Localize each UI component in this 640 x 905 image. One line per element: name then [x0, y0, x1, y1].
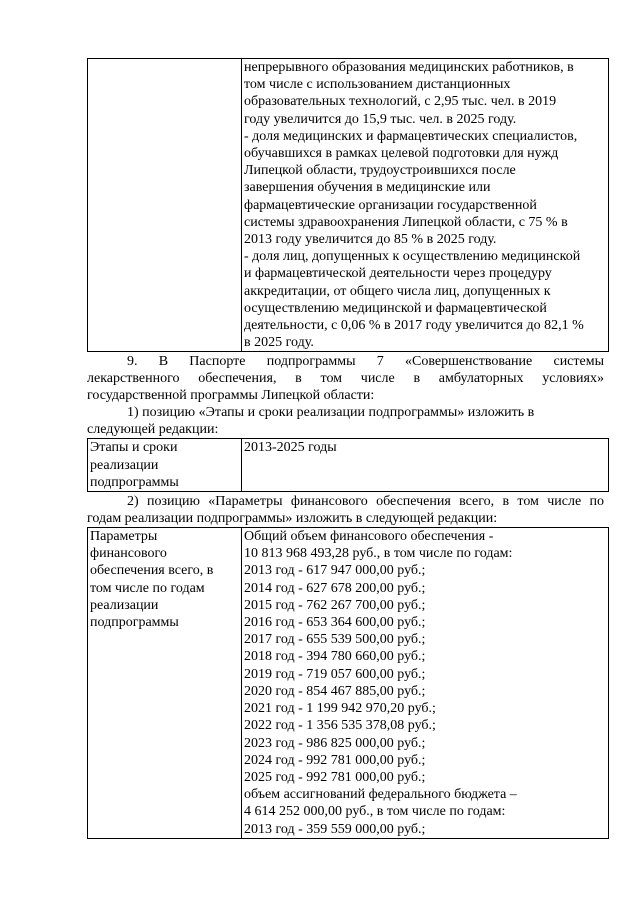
empty-label-cell [88, 59, 242, 352]
label-line: финансового [90, 546, 167, 562]
indicator-text-line: фармацевтические организации государственной [244, 197, 537, 213]
label-line: реализации [90, 597, 159, 613]
stages-value-cell [242, 439, 609, 492]
indicator-text-line: системы здравоохранения Липецкой области, с 75 % в [244, 214, 568, 230]
finance-line: 4 614 252 000,00 руб., в том числе по годам: [244, 804, 506, 820]
finance-line: 2016 год - 653 364 600,00 руб.; [244, 615, 426, 631]
finance-line: 2018 год - 394 780 660,00 руб.; [244, 649, 426, 665]
finance-value-cell [242, 528, 609, 839]
finance-line: 2025 год - 992 781 000,00 руб.; [244, 769, 426, 785]
paragraph-line: следующей редакции: [87, 422, 219, 438]
indicator-text-line: - доля лиц, допущенных к осуществлению медицинской [244, 249, 581, 265]
label-line: реализации [90, 457, 159, 473]
continuation-table [87, 58, 609, 352]
indicator-text-line: непрерывного образования медицинских работников, в [244, 60, 574, 75]
indicator-text-line: образовательных технологий, с 2,95 тыс. чел. в 2019 [244, 94, 557, 110]
finance-line: 2019 год - 719 057 600,00 руб.; [244, 666, 426, 682]
finance-line: 2022 год - 1 356 535 378,08 руб.; [244, 718, 436, 734]
finance-line: 2024 год - 992 781 000,00 руб.; [244, 752, 426, 768]
label-line: том числе по годам [90, 580, 205, 596]
paragraph-line: годам реализации подпрограммы» изложить в следующей редакции: [87, 511, 498, 527]
stages-table [87, 438, 609, 492]
label-line: подпрограммы [90, 474, 179, 490]
stages-value: 2013-2025 годы [244, 440, 337, 456]
indicators-cell [242, 59, 609, 352]
document-page [87, 58, 604, 839]
finance-line: объем ассигнований федерального бюджета – [244, 787, 517, 803]
finance-table [87, 527, 609, 839]
finance-line: 2014 год - 627 678 200,00 руб.; [244, 580, 426, 596]
finance-line: 10 813 968 493,28 руб., в том числе по годам: [244, 546, 513, 562]
label-line: обеспечения всего, в [90, 563, 214, 579]
finance-line: 2015 год - 762 267 700,00 руб.; [244, 597, 426, 613]
indicator-text-line: в 2025 году. [244, 335, 314, 351]
paragraph-9 [87, 353, 604, 404]
indicator-text-line: аккредитации, от общего числа лиц, допущенных к [244, 283, 551, 299]
table-row [88, 528, 609, 839]
finance-line: 2023 год - 986 825 000,00 руб.; [244, 735, 426, 751]
indicator-text-line: обучавшихся в рамках целевой подготовки для нужд [244, 146, 559, 162]
paragraph-line: государственной программы Липецкой области: [87, 388, 375, 404]
finance-line: Общий объем финансового обеспечения - [244, 529, 494, 545]
indicator-text-line: завершения обучения в медицинские или [244, 180, 491, 196]
indicator-text-line: деятельности, с 0,06 % в 2017 году увеличится до 82,1 % [244, 318, 584, 334]
indicator-text-line: и фармацевтической деятельности через процедуру [244, 266, 552, 282]
indicator-text-line: - доля медицинских и фармацевтических специалистов, [244, 128, 578, 144]
indicator-text-line: году увеличится до 15,9 тыс. чел. в 2025 году. [244, 111, 517, 127]
label-line: подпрограммы [90, 615, 179, 631]
paragraph-line: лекарственного обеспечения, в том числе в амбулаторных условиях» [87, 371, 604, 387]
indicator-text-line: Липецкой области, трудоустроившихся после [244, 163, 516, 179]
table-row [88, 439, 609, 492]
finance-label-cell [88, 528, 242, 839]
finance-line: 2017 год - 655 539 500,00 руб.; [244, 632, 426, 648]
indicator-text-line: 2013 году увеличится до 85 % в 2025 году. [244, 232, 497, 248]
stages-label-cell [88, 439, 242, 492]
paragraph-line: 2) позицию «Параметры финансового обеспечения всего, в том числе по [127, 494, 604, 510]
indicator-text-line: осуществлению медицинской и фармацевтической [244, 300, 547, 316]
label-line: Параметры [90, 529, 158, 545]
finance-line: 2021 год - 1 199 942 970,20 руб.; [244, 701, 436, 717]
table-row [88, 59, 609, 352]
label-line: Этапы и сроки [90, 440, 178, 456]
indicator-text-line: том числе с использованием дистанционных [244, 77, 511, 93]
item-2 [87, 493, 604, 527]
paragraph-line: 1) позицию «Этапы и сроки реализации подпрограммы» изложить в [127, 405, 535, 421]
finance-line: 2013 год - 617 947 000,00 руб.; [244, 563, 426, 579]
finance-line: 2020 год - 854 467 885,00 руб.; [244, 683, 426, 699]
finance-line: 2013 год - 359 559 000,00 руб.; [244, 821, 426, 837]
paragraph-line: 9. В Паспорте подпрограммы 7 «Совершенствование системы [127, 354, 604, 370]
item-1 [87, 404, 604, 438]
